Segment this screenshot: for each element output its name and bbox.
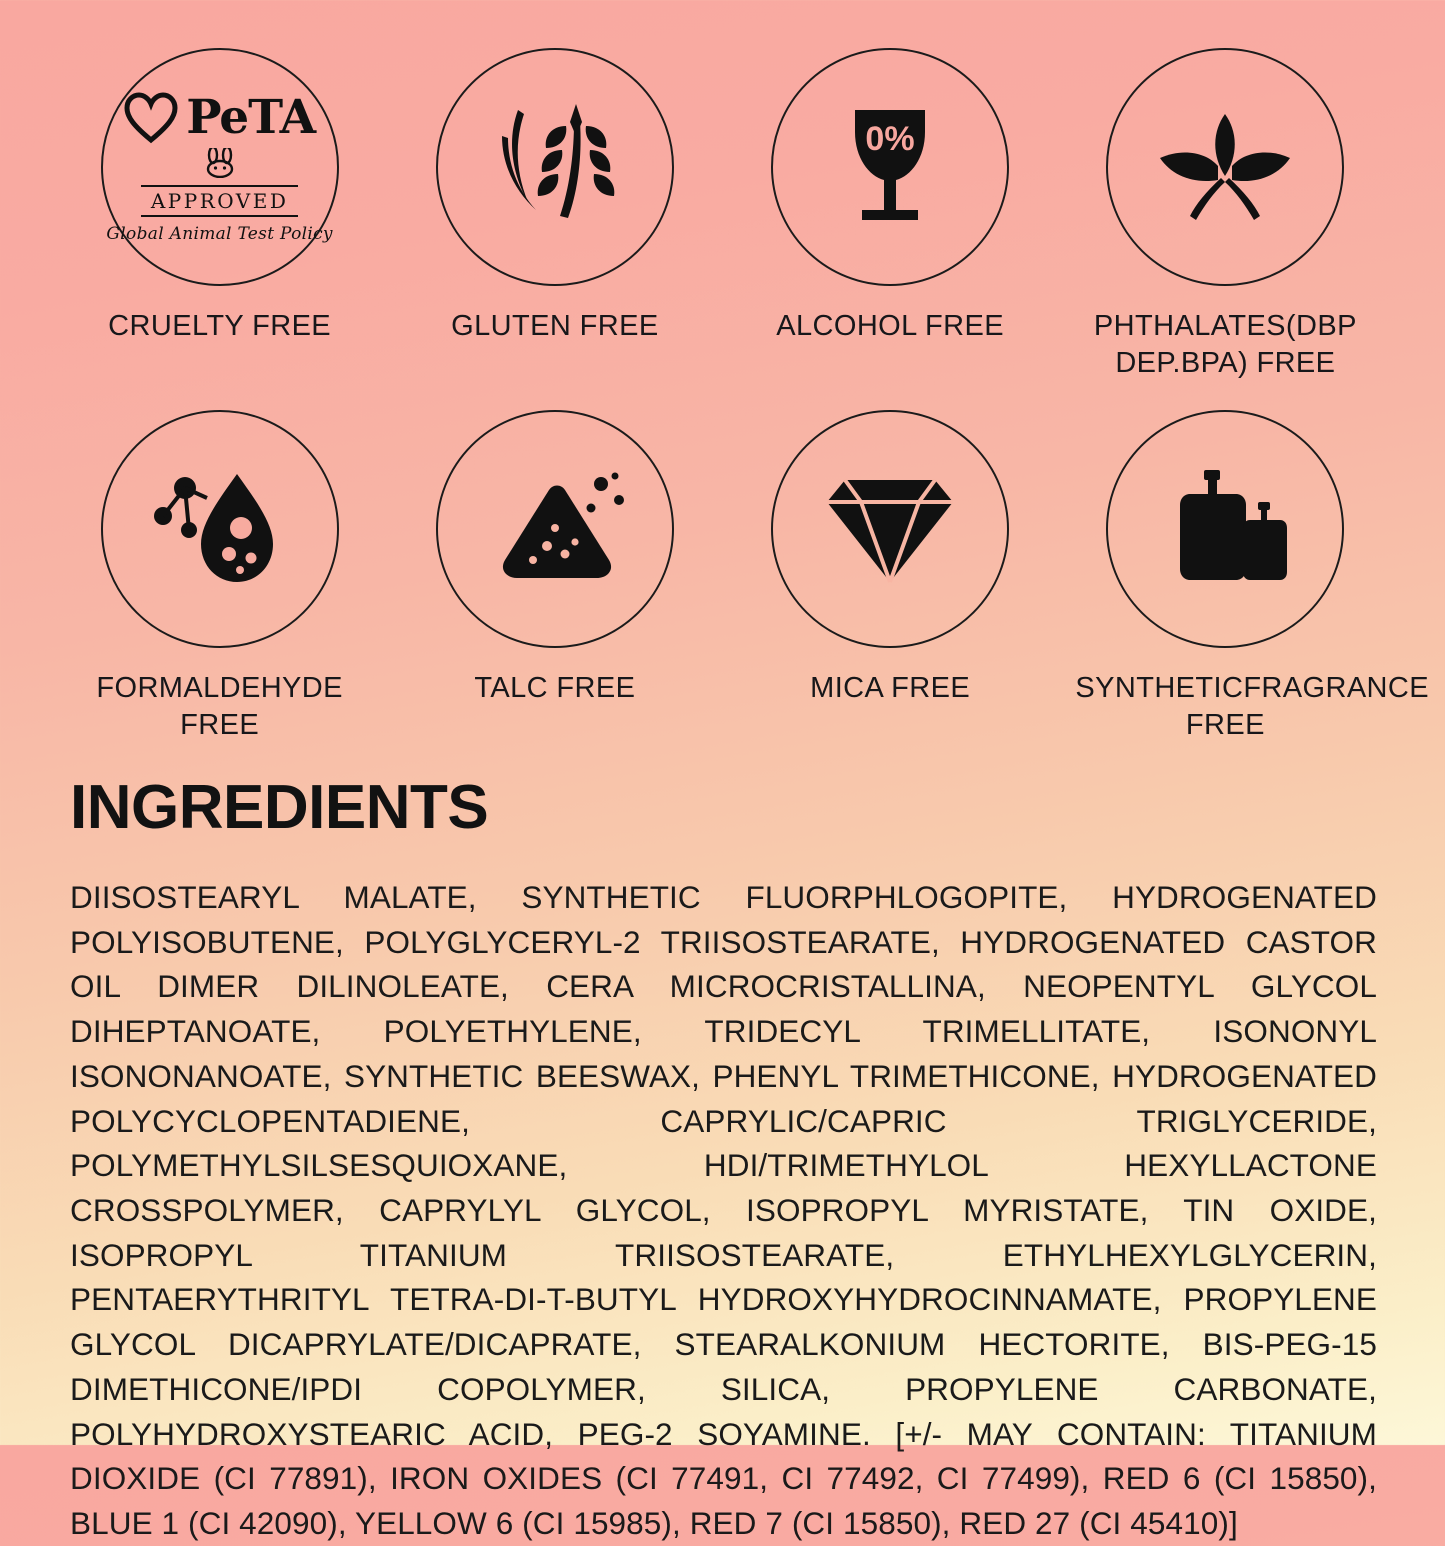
badge-mica-free bbox=[723, 392, 1058, 744]
ingredients-title: INGREDIENTS bbox=[70, 773, 489, 843]
ingredients-section bbox=[0, 744, 1445, 1545]
badge-circle bbox=[436, 48, 674, 286]
badge-label: SYNTHETICFRAGRANCE FREE bbox=[1075, 672, 1429, 742]
peta-wordmark: PeTA bbox=[186, 90, 316, 145]
leaves-icon bbox=[1146, 92, 1304, 242]
badge-label: MICA FREE bbox=[810, 672, 971, 705]
badge-synthetic-fragrance-free bbox=[1058, 392, 1429, 744]
badge-label: GLUTEN FREE bbox=[451, 310, 659, 342]
badge-formaldehyde-free bbox=[52, 392, 387, 744]
badge-alcohol-free bbox=[723, 48, 1058, 382]
badge-talc-free bbox=[387, 392, 722, 744]
wine-glass-zero-percent-icon bbox=[815, 92, 965, 242]
badge-label: FORMALDEHYDE FREE bbox=[96, 672, 343, 742]
powder-pile-icon bbox=[475, 454, 635, 604]
badge-cruelty-free bbox=[52, 48, 387, 382]
molecule-droplet-icon bbox=[145, 454, 295, 604]
badge-gluten-free bbox=[387, 48, 722, 382]
badge-circle bbox=[771, 410, 1009, 648]
badge-circle bbox=[436, 410, 674, 648]
claims-badge-grid bbox=[0, 0, 1445, 744]
badge-circle bbox=[1106, 48, 1344, 286]
badge-circle bbox=[1106, 410, 1344, 648]
peta-policy-text: Global Animal Test Policy bbox=[106, 223, 333, 244]
badge-label: TALC FREE bbox=[474, 672, 636, 705]
heart-icon bbox=[124, 92, 178, 144]
badge-circle bbox=[771, 48, 1009, 286]
spray-bottles-icon bbox=[1150, 454, 1300, 604]
wheat-grain-icon bbox=[480, 92, 630, 242]
badge-circle bbox=[101, 48, 339, 286]
peta-approved-icon bbox=[106, 92, 332, 243]
badge-label: PHTHALATES(DBP DEP.BPA) FREE bbox=[1093, 310, 1357, 380]
peta-approved-text: APPROVED bbox=[141, 185, 299, 217]
ingredients-text: DIISOSTEARYL MALATE, SYNTHETIC FLUORPHLOGOPITE, HYDROGENATED POLYISOBUTENE, POLYGLYCERYL-2 TRIISOSTEARATE, HYDROGENATED CASTOR OIL DIMER DILINOLEATE, CERA MICROCRISTALLINA, NEOPENTYL GLYCOL DIHEPTANOATE, POLYETHYLENE, TRIDECYL TRIMELLITATE, ISONONYL ISONONANOATE, SYNTHETIC BEESWAX, PHENYL TRIMETHICONE, HYDROGENATED POLYCYCLOPENTADIENE, CAPRYLIC/CAPRIC TRIGLYCERIDE, POLYMETHYLSILSESQUIOXANE, HDI/TRIMETHYLOL HEXYLLACTONE CROSSPOLYMER, CAPRYLYL GLYCOL, ISOPROPYL MYRISTATE, TIN OXIDE, ISOPROPYL TITANIUM TRIISOSTEARATE, ETHYLHEXYLGLYCERIN, PENTAERYTHRITYL TETRA-DI-T-BUTYL HYDROXYHYDROCINNAMATE, PROPYLENE GLYCOL DICAPRYLATE/DICAPRATE, STEARALKONIUM HECTORITE, BIS-PEG-15 DIMETHICONE/IPDI COPOLYMER, SILICA, PROPYLENE CARBONATE, POLYHYDROXYSTEARIC ACID, PEG-2 SOYAMINE. [+/- MAY CONTAIN: TITANIUM DIOXIDE (CI 77891), IRON OXIDES (CI 77491, CI 77492, CI 77499), RED 6 (CI 15850), BLUE 1 (CI 42090), YELLOW 6 (CI 15985), RED 7 (CI 15850), RED 27 (CI 45410)] bbox=[70, 878, 1377, 1541]
zero-percent-text: 0% bbox=[865, 120, 915, 158]
badge-label: CRUELTY FREE bbox=[108, 310, 332, 342]
diamond-icon bbox=[805, 454, 975, 604]
badge-label: ALCOHOL FREE bbox=[776, 310, 1004, 342]
badge-circle bbox=[101, 410, 339, 648]
rabbit-icon bbox=[194, 148, 246, 178]
badge-phthalates-free bbox=[1058, 48, 1393, 382]
